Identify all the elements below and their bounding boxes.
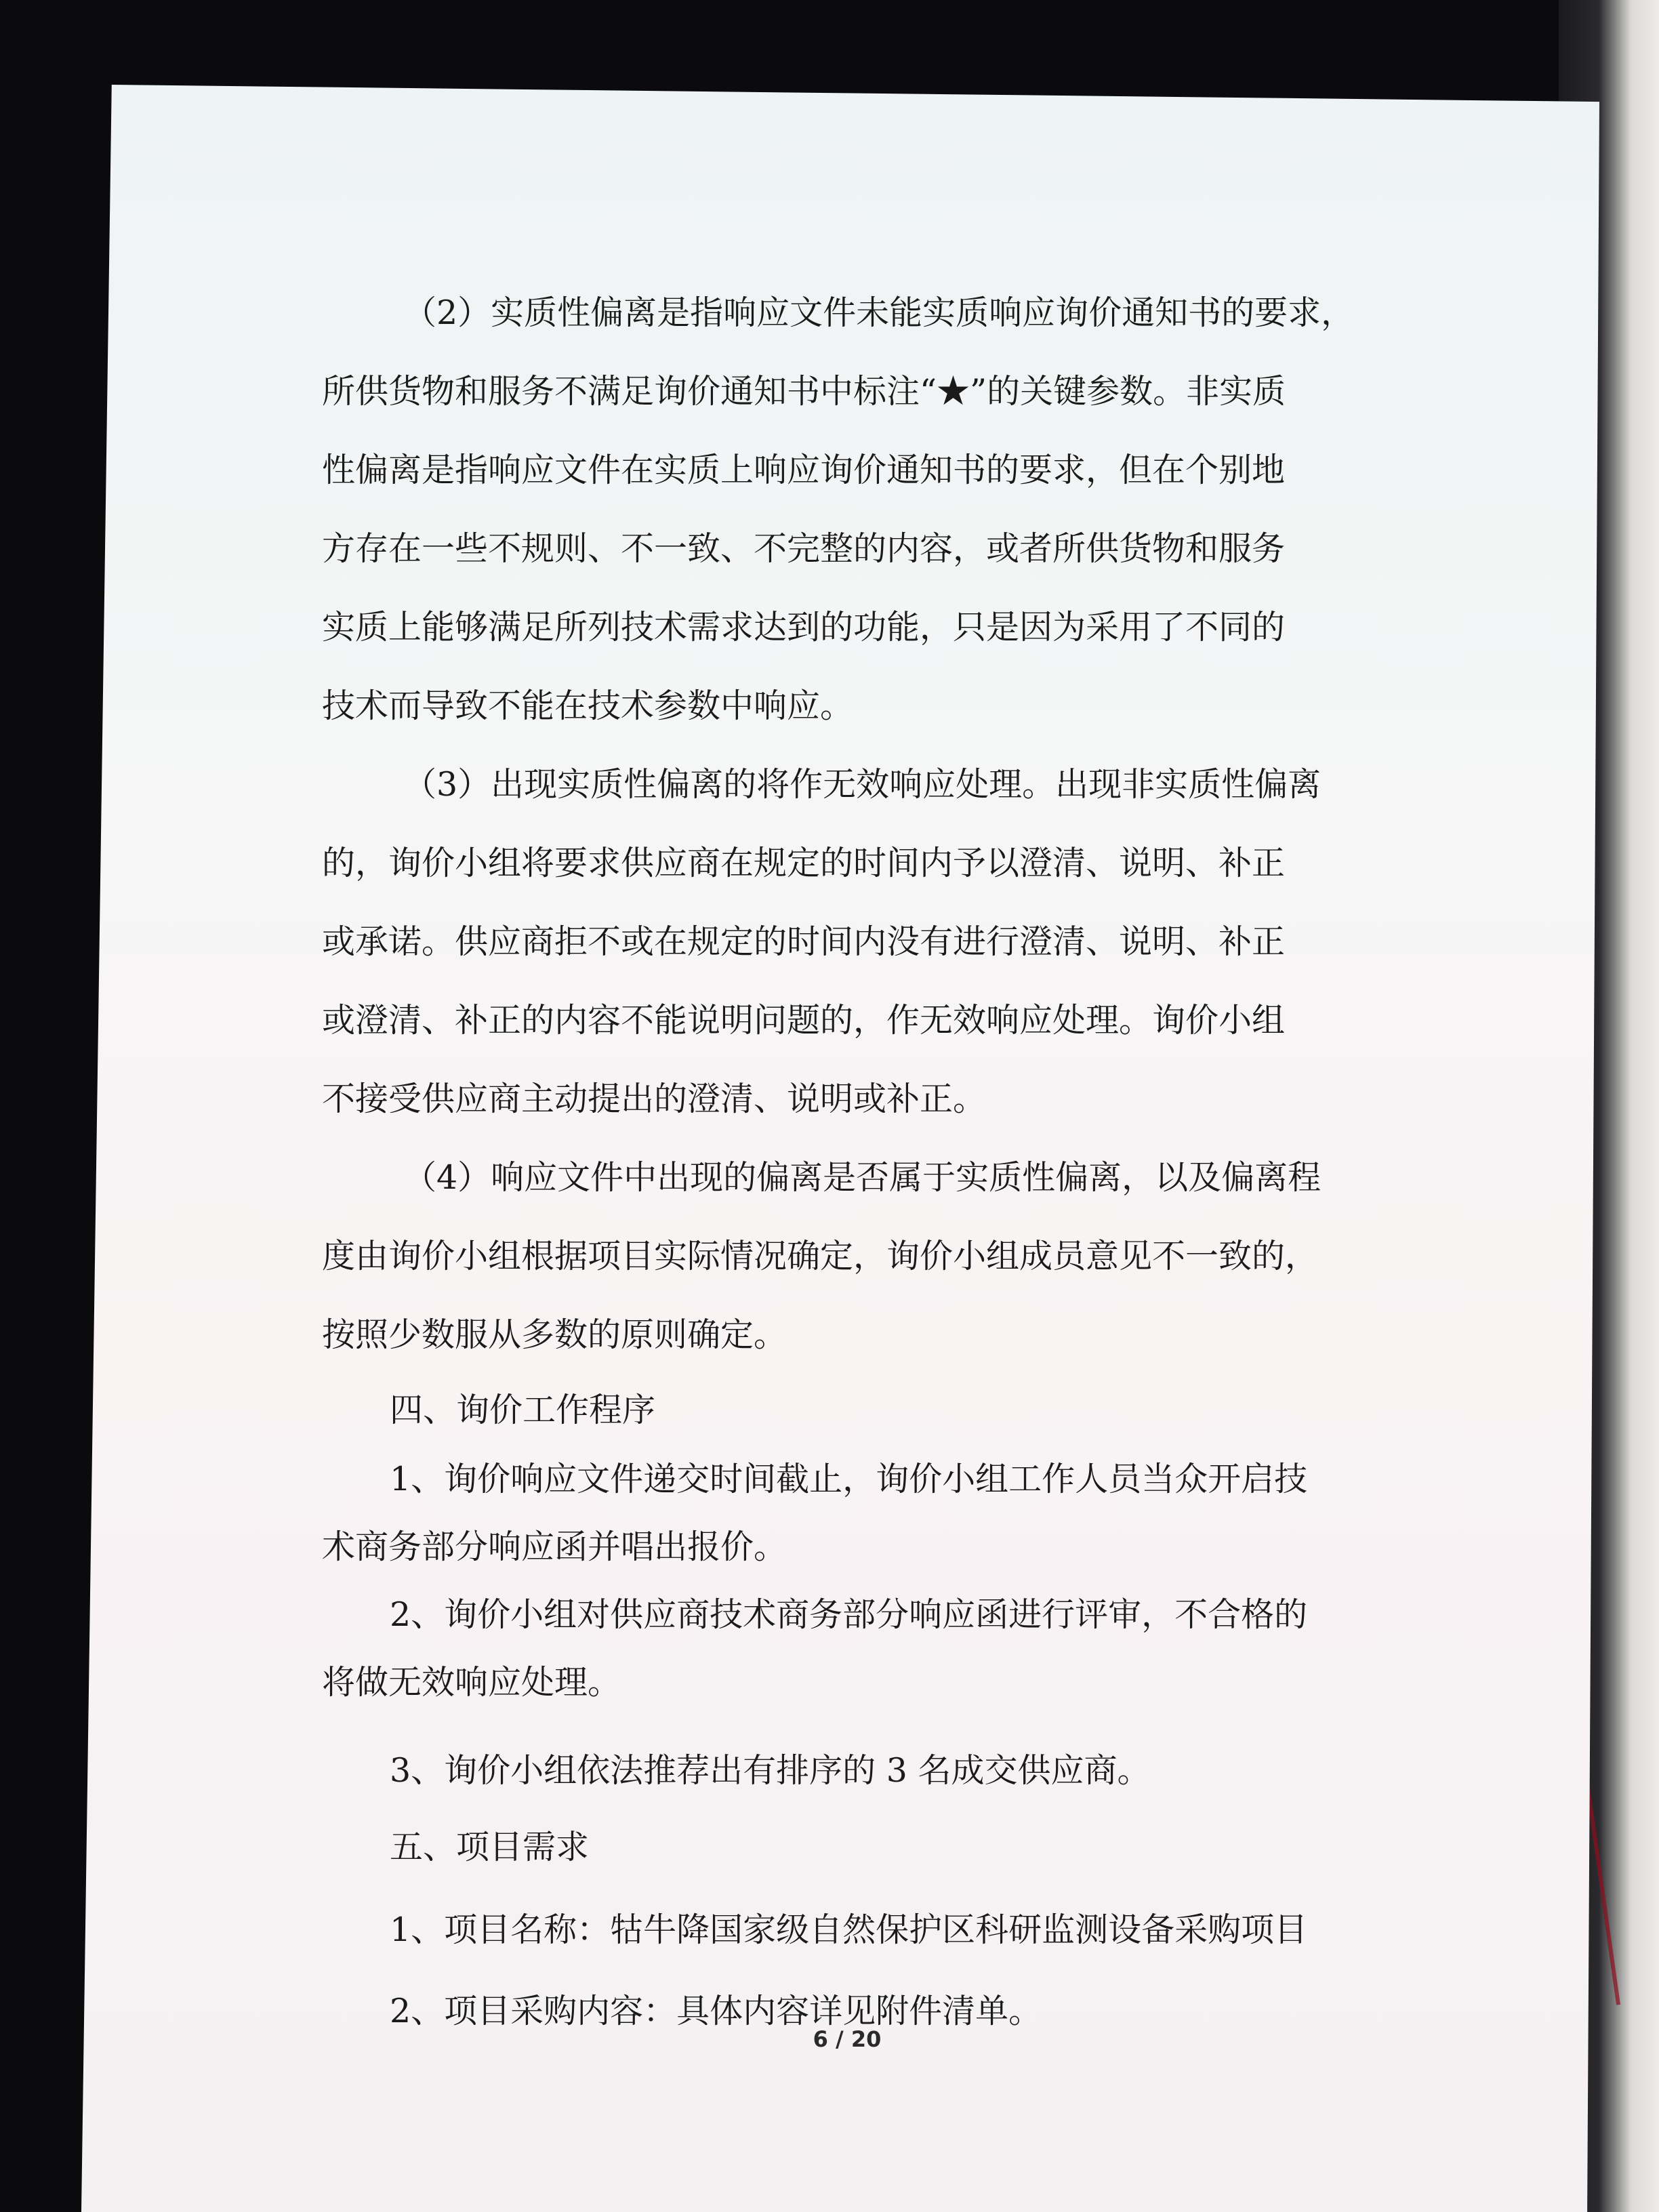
text-line: （3）出现实质性偏离的将作无效响应处理。出现非实质性偏离: [403, 765, 1322, 804]
section-4-item-3: 3、询价小组依法推荐出有排序的 3 名成交供应商。: [390, 1751, 1151, 1790]
text-line: 不接受供应商主动提出的澄清、说明或补正。: [322, 1080, 987, 1118]
text-line: （4）响应文件中出现的偏离是否属于实质性偏离，以及偏离程: [403, 1158, 1322, 1197]
text-line: 或承诺。供应商拒不或在规定的时间内没有进行澄清、说明、补正: [322, 922, 1286, 961]
section-5-item-1: 1、项目名称：牯牛降国家级自然保护区科研监测设备采购项目: [390, 1910, 1308, 1949]
text-line: 方存在一些不规则、不一致、不完整的内容，或者所供货物和服务: [322, 529, 1286, 568]
paragraph-4: [322, 1139, 1369, 1374]
section-4-item-1-cont: 术商务部分响应函并唱出报价。: [322, 1528, 787, 1566]
page-number: 6 / 20: [813, 2026, 882, 2052]
text-line: 的，询价小组将要求供应商在规定的时间内予以澄清、说明、补正: [322, 844, 1286, 882]
section-4-item-2-cont: 将做无效响应处理。: [322, 1663, 621, 1702]
paragraph-2: [322, 274, 1369, 745]
text-line: 按照少数服从多数的原则确定。: [322, 1315, 787, 1354]
text-line: 实质上能够满足所列技术需求达到的功能，只是因为采用了不同的: [322, 608, 1286, 647]
section-4-heading: 四、询价工作程序: [390, 1391, 656, 1429]
paragraph-3: [322, 745, 1369, 1139]
text-line: 或澄清、补正的内容不能说明问题的，作无效响应处理。询价小组: [322, 1001, 1286, 1040]
text-line: （2）实质性偏离是指响应文件未能实质响应询价通知书的要求，: [403, 293, 1355, 332]
text-line: 性偏离是指响应文件在实质上响应询价通知书的要求，但在个别地: [322, 451, 1286, 489]
text-line: 度由询价小组根据项目实际情况确定，询价小组成员意见不一致的，: [322, 1237, 1319, 1275]
section-4-item-1: 1、询价响应文件递交时间截止，询价小组工作人员当众开启技: [390, 1460, 1308, 1498]
text-line: 所供货物和服务不满足询价通知书中标注“★”的关键参数。非实质: [322, 372, 1286, 411]
section-5-item-2: 2、项目采购内容：具体内容详见附件清单。: [390, 1992, 1042, 2030]
text-line: 技术而导致不能在技术参数中响应。: [322, 687, 854, 725]
section-4-item-2: 2、询价小组对供应商技术商务部分响应函进行评审，不合格的: [390, 1595, 1308, 1634]
section-5-heading: 五、项目需求: [390, 1828, 590, 1866]
document-body: [322, 274, 1369, 2045]
